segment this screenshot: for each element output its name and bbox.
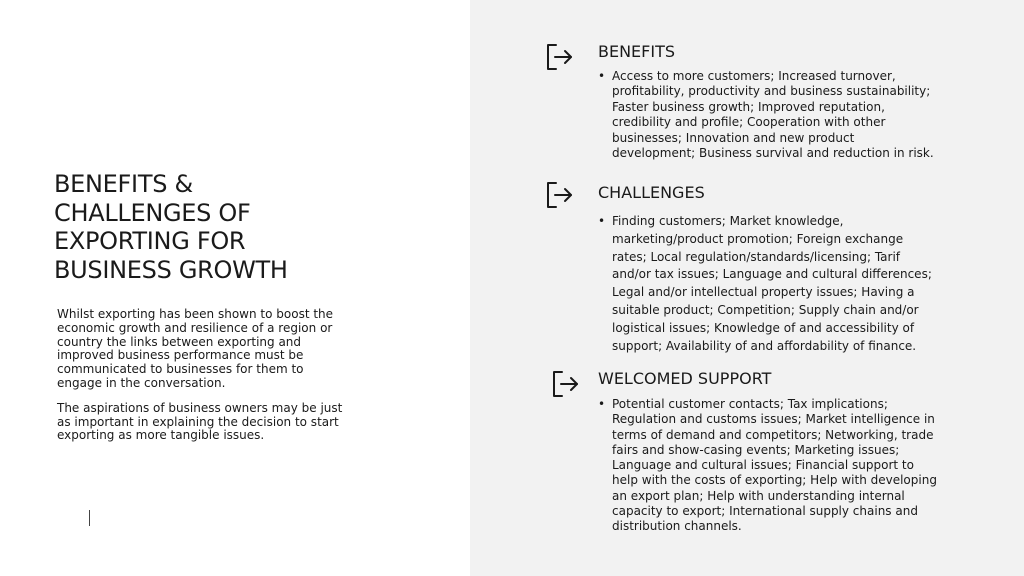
intro-text (57, 308, 347, 454)
support-item: • Potential customer contacts; Tax implications; Regulation and customs issues; Market intelligence in terms of demand and competitors; Networking, trade fairs and show-casing events; Marketing issues; Language and cultural issues; Financial support to help with the costs of exporting; Help with developing an export plan; Help with understanding internal capacity to export; International supply chains and distribution channels. (598, 397, 938, 535)
exit-arrow-icon (544, 180, 574, 210)
text-cursor (89, 510, 90, 526)
benefits-list (598, 69, 938, 161)
benefits-heading: BENEFITS (598, 42, 676, 61)
slide-title: BENEFITS & CHALLENGES OF EXPORTING FOR BUSINESS GROWTH (54, 170, 288, 284)
intro-paragraph-2: The aspirations of business owners may be just as important in explaining the decision to start exporting as more tangible issues. (57, 400, 343, 443)
challenges-list (598, 213, 938, 355)
challenges-item: • Finding customers; Market knowledge, marketing/product promotion; Foreign exchange rates; Local regulation/standards/licensing; Tarif and/or tax issues; Language and cultural differences; Legal and/or intellectual property issues; Having a suitable product; Competition; Supply chain and/or logistical issues; Knowledge of and accessibility of support; Availability of and affordability of finance. (598, 213, 938, 355)
intro-paragraph-1: Whilst exporting has been shown to boost the economic growth and resilience of a region or country the links between exporting and improved business performance must be communicated to businesses for them to engage in the conversation. (57, 307, 334, 390)
support-list (598, 397, 938, 535)
exit-arrow-icon (550, 369, 580, 399)
support-heading: WELCOMED SUPPORT (598, 369, 772, 388)
left-pane (0, 0, 470, 576)
challenges-heading: CHALLENGES (598, 183, 705, 202)
benefits-item: • Access to more customers; Increased turnover, profitability, productivity and business sustainability; Faster business growth; Improved reputation, credibility and profile; Cooperation with other businesses; Innovation and new product development; Business survival and reduction in risk. (598, 69, 938, 161)
exit-arrow-icon (544, 42, 574, 72)
